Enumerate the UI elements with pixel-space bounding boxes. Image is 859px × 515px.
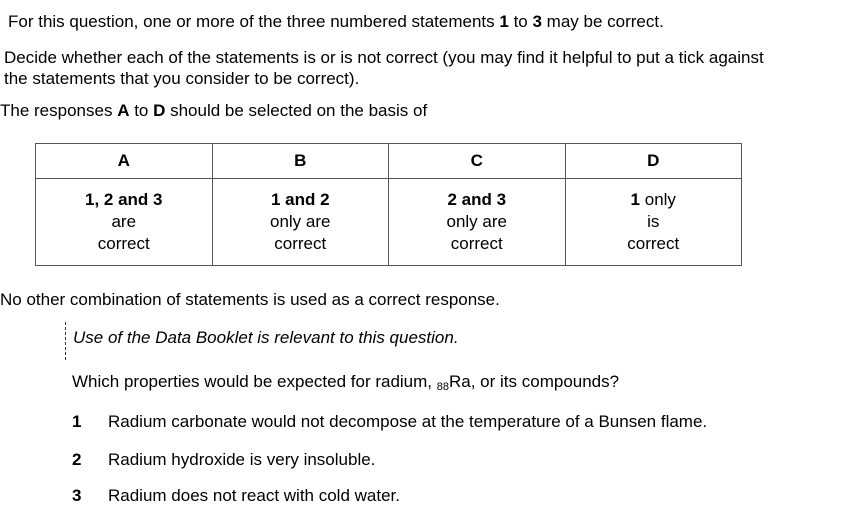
response-header-d: D <box>565 144 742 179</box>
question-stem <box>72 372 619 397</box>
response-text: correct <box>450 234 503 253</box>
instruction-text: to <box>508 12 533 31</box>
instruction-text: to <box>129 101 154 120</box>
instruction-text: For this question, one or more of the three numbered statements <box>8 12 500 31</box>
instruction-line-4 <box>0 101 427 121</box>
response-text: is <box>647 212 660 231</box>
response-statements: 2 and 3 <box>447 190 507 209</box>
instruction-line-2: Decide whether each of the statements is or is not correct (you may find it helpful to put a tick against <box>4 48 764 67</box>
response-header-row <box>36 144 742 179</box>
response-text: only <box>640 190 676 209</box>
response-statements: 1, 2 and 3 <box>85 190 163 209</box>
statement-text-2: Radium hydroxide is very insoluble. <box>108 450 376 469</box>
response-cell-b <box>212 179 389 266</box>
response-statements: 1 and 2 <box>270 190 330 209</box>
response-cell-c <box>389 179 566 266</box>
response-text: only are <box>270 212 331 231</box>
element-symbol: Ra <box>449 372 471 391</box>
response-range-start: A <box>117 101 130 120</box>
response-key-table <box>35 143 742 266</box>
response-header-b: B <box>212 144 389 179</box>
instruction-line-1 <box>8 12 664 32</box>
response-header-c: C <box>389 144 566 179</box>
statement-number-3: 3 <box>72 486 82 505</box>
response-cell-d <box>565 179 742 266</box>
combination-note: No other combination of statements is used as a correct response. <box>0 290 500 309</box>
response-statement-number: 1 <box>630 190 641 209</box>
response-text: are <box>111 212 137 231</box>
instruction-line-3: the statements that you consider to be correct). <box>4 69 360 88</box>
question-text: Which properties would be expected for radium, <box>72 372 437 391</box>
response-text: correct <box>627 234 680 253</box>
response-text: correct <box>274 234 327 253</box>
response-statements <box>566 189 742 211</box>
response-text: correct <box>97 234 150 253</box>
instruction-text: The responses <box>0 101 118 120</box>
instruction-text: should be selected on the basis of <box>165 101 428 120</box>
booklet-margin-marker <box>65 322 66 360</box>
atomic-number: 88 <box>436 381 449 393</box>
statement-range-end: 3 <box>532 12 542 31</box>
statement-number-2: 2 <box>72 450 82 469</box>
response-text: only are <box>446 212 507 231</box>
statement-text-1: Radium carbonate would not decompose at the temperature of a Bunsen flame. <box>108 412 708 431</box>
response-header-a: A <box>36 144 213 179</box>
response-cell-a <box>36 179 213 266</box>
statement-range-start: 1 <box>499 12 509 31</box>
question-text: , or its compounds? <box>470 372 620 391</box>
statement-number-1: 1 <box>72 412 82 431</box>
instruction-text: may be correct. <box>541 12 664 31</box>
statement-text-3: Radium does not react with cold water. <box>108 486 400 505</box>
data-booklet-note: Use of the Data Booklet is relevant to this question. <box>73 328 459 347</box>
response-body-row <box>36 179 742 266</box>
response-range-end: D <box>153 101 166 120</box>
